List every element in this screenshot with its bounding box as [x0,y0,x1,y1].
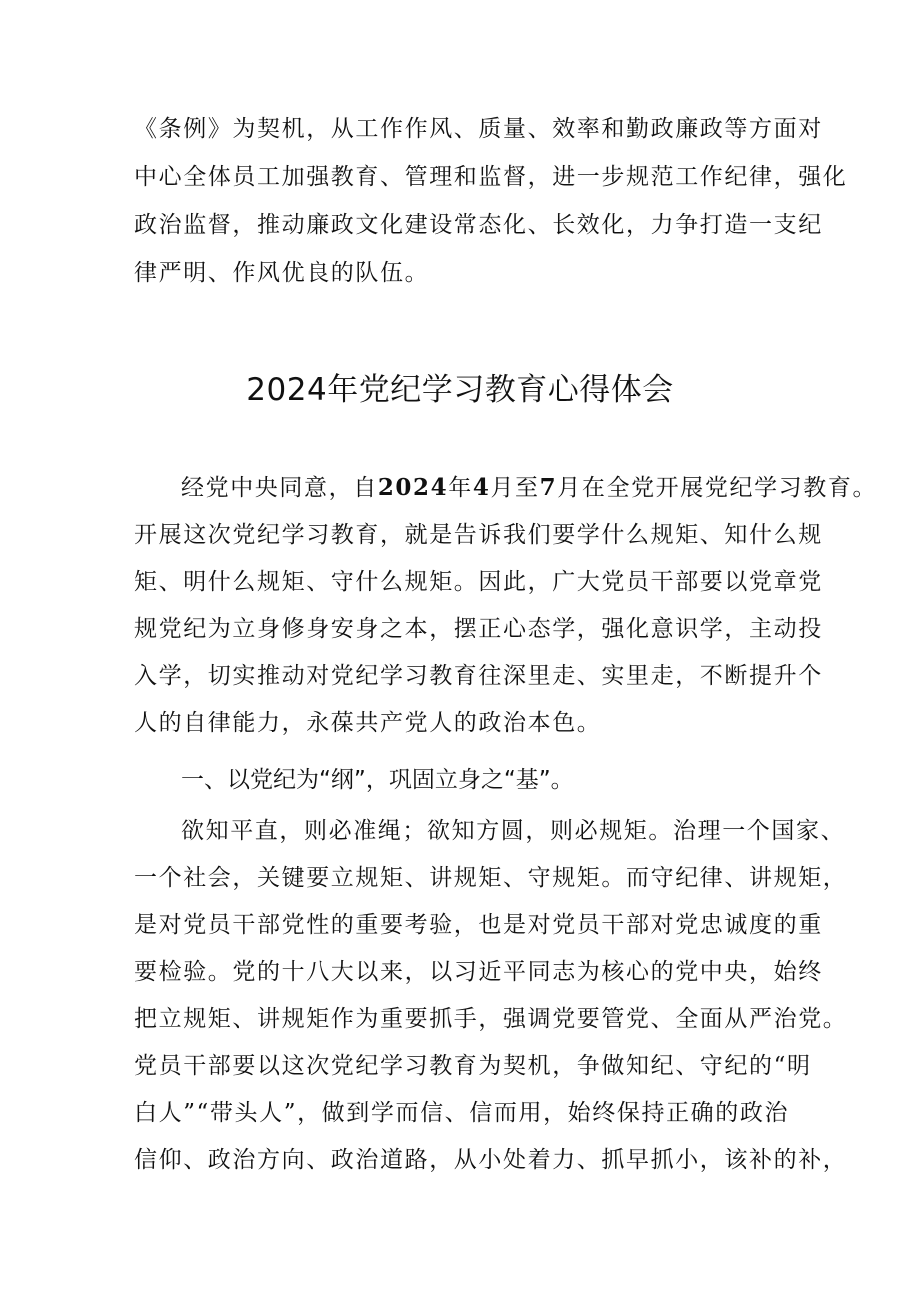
section-1-line-3: 是对党员干部党性的重要考验，也是对党员干部对党忠诚度的重 [134,912,823,938]
section-1-line-5: 把立规矩、讲规矩作为重要抓手，强调党要管党、全面从严治党。 [134,1006,848,1032]
section-1-line-7: 白人”“带头人”，做到学而信、信而用，始终保持正确的政治 [134,1100,790,1126]
section-1-heading: 一、以党纪为“纲”，巩固立身之“基”。 [181,767,574,793]
intro-text-d: 月在全党开展党纪学习教育。 [557,475,878,501]
top-paragraph-line-4: 律严明、作风优良的队伍。 [134,260,430,286]
intro-month-start: 4 [472,474,491,501]
top-paragraph-line-1: 《条例》为契机，从工作作风、质量、效率和勤政廉政等方面对 [134,116,823,142]
section-1-line-6: 党员干部要以这次党纪学习教育为契机，争做知纪、守纪的“明 [134,1053,812,1079]
intro-year: 2024 [377,474,449,501]
top-paragraph-line-2: 中心全体员工加强教育、管理和监督，进一步规范工作纪律，强化 [134,164,848,190]
intro-text-c: 月至 [490,475,540,501]
section-1-line-1: 欲知平直，则必准绳；欲知方圆，则必规矩。治理一个国家、 [181,818,846,844]
section-1-line-4: 要检验。党的十八大以来，以习近平同志为核心的党中央，始终 [134,959,823,985]
intro-month-end: 7 [539,474,558,501]
section-1-line-8: 信仰、政治方向、政治道路，从小处着力、抓早抓小，该补的补， [134,1147,848,1173]
intro-line-5: 入学，切实推动对党纪学习教育往深里走、实里走，不断提升个 [134,663,823,689]
intro-line-6: 人的自律能力，永葆共产党人的政治本色。 [134,710,602,736]
document-title: 2024年党纪学习教育心得体会 [246,372,674,408]
intro-line-2: 开展这次党纪学习教育，就是告诉我们要学什么规矩、知什么规 [134,522,823,548]
intro-line-1 [181,465,878,511]
intro-text-b: 年 [448,475,473,501]
intro-line-3: 矩、明什么规矩、守什么规矩。因此，广大党员干部要以党章党 [134,569,823,595]
top-paragraph-line-3: 政治监督，推动廉政文化建设常态化、长效化，力争打造一支纪 [134,212,823,238]
intro-text-a: 经党中央同意，自 [181,475,378,501]
intro-line-4: 规党纪为立身修身安身之本，摆正心态学，强化意识学，主动投 [134,616,823,642]
section-1-line-2: 一个社会，关键要立规矩、讲规矩、守规矩。而守纪律、讲规矩， [134,865,848,891]
